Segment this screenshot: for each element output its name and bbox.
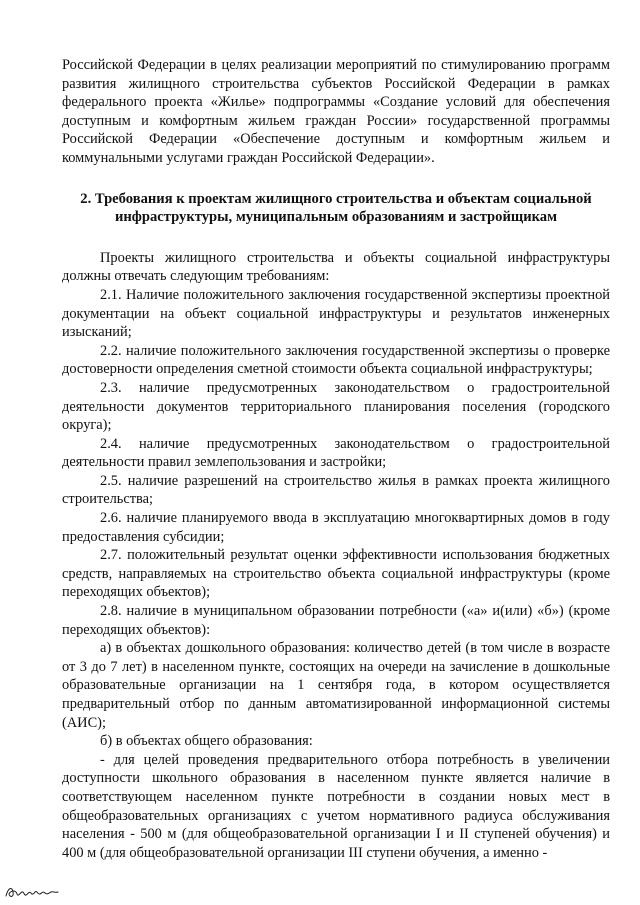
dash-item: - для целей проведения предварительного отбора потребность в увеличении доступности школьного образования в населенном пункте является наличие в соответствующем населенном пункте потребности в создании новых мест в общеобразовательных организациях с учетом нормативного радиуса обслуживания населения - 500 м (для общеобразовательной организации I и II ступеней обучения) и 400 м (для общеобразовательной организации III ступени обучения, а именно -: [62, 751, 610, 861]
requirement-item-2-5: 2.5. наличие разрешений на строительство жилья в рамках проекта жилищного строительства;: [62, 472, 610, 508]
requirement-item-2-3: 2.3. наличие предусмотренных законодательством о градостроительной деятельности документов территориального планирования поселения (городского округа);: [62, 379, 610, 434]
document-page: [62, 56, 610, 862]
requirement-item-2-4: 2.4. наличие предусмотренных законодательством о градостроительной деятельности правил землепользования и застройки;: [62, 435, 610, 471]
requirement-item-2-7: 2.7. положительный результат оценки эффективности использования бюджетных средств, направляемых на строительство объекта социальной инфраструктуры (кроме переходящих объектов);: [62, 547, 610, 601]
section-heading: 2. Требования к проектам жилищного строительства и объектам социальной инфраструктуры, муниципальным образованиям и застройщикам: [80, 190, 592, 226]
subitem-a: а) в объектах дошкольного образования: количество детей (в том числе в возрасте от 3 до 7 лет) в населенном пункте, состоящих на очереди на зачисление в дошкольные образовательные организации на 1 сентября года, в котором осуществляется предварительный отбор по данным автоматизированной информационной системы (АИС);: [62, 640, 610, 731]
lead-paragraph: Проекты жилищного строительства и объекты социальной инфраструктуры должны отвечать следующим требованиям:: [62, 249, 610, 285]
requirement-item-2-8: 2.8. наличие в муниципальном образовании потребности («а» и(или) «б») (кроме переходящих объектов):: [62, 603, 610, 638]
requirement-item-2-2: 2.2. наличие положительного заключения государственной экспертизы о проверке достоверности определения сметной стоимости объекта социальной инфраструктуры;: [62, 342, 610, 378]
requirement-item-2-6: 2.6. наличие планируемого ввода в эксплуатацию многоквартирных домов в году предоставления субсидии;: [62, 510, 610, 545]
handwritten-signature: [4, 884, 60, 900]
requirement-item-2-1: 2.1. Наличие положительного заключения государственной экспертизы проектной документации на объект социальной инфраструктуры и результатов инженерных изысканий;: [62, 286, 610, 341]
signature-stroke: [6, 889, 58, 897]
subitem-b: б) в объектах общего образования:: [100, 733, 313, 750]
intro-paragraph: Российской Федерации в целях реализации мероприятий по стимулированию программ развития жилищного строительства субъектов Российской Федерации в рамках федерального проекта «Жилье» подпрограммы «Создание условий для обеспечения доступным и комфортным жильем граждан России» государственной программы Российской Федерации «Обеспечение доступным и комфортным жильем и коммунальными услугами граждан Российской Федерации».: [62, 57, 610, 166]
